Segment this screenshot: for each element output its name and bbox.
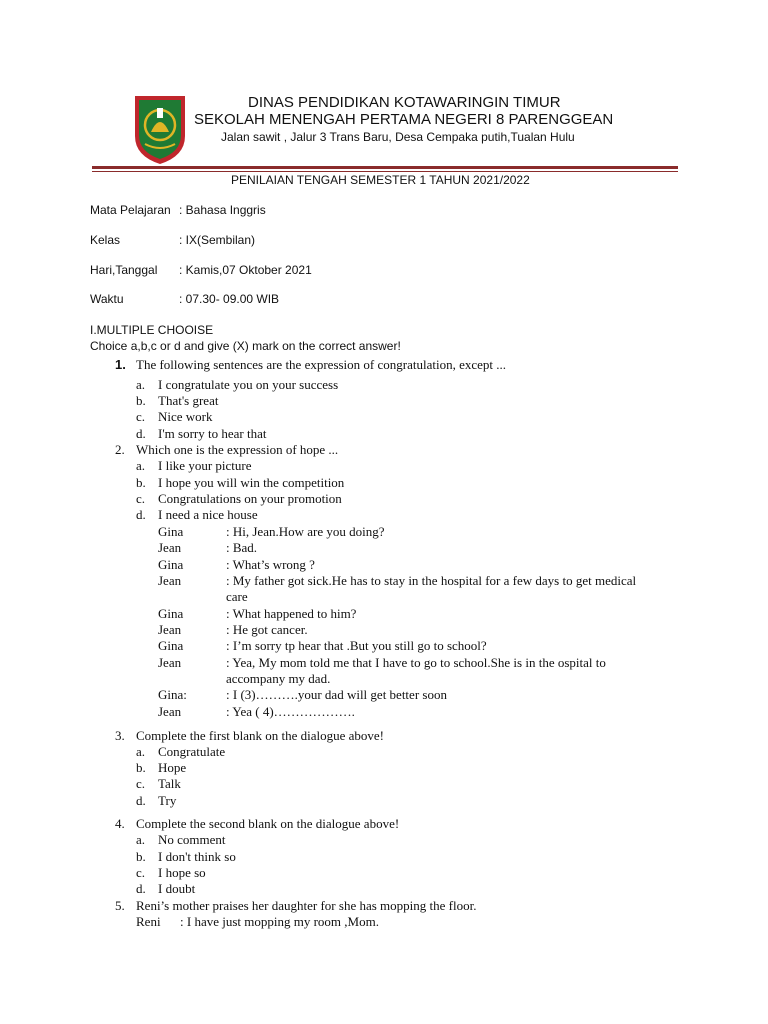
option-letter: c.: [136, 409, 146, 424]
dialogue-speaker: Gina:: [158, 687, 187, 702]
option-text: Nice work: [158, 409, 213, 424]
dialogue-line: : Bad.: [226, 540, 258, 555]
exam-title: PENILAIAN TENGAH SEMESTER 1 TAHUN 2021/2022: [231, 173, 530, 187]
dialogue-line: : I have just mopping my room ,Mom.: [180, 914, 379, 929]
question-text: Complete the first blank on the dialogue above!: [136, 728, 385, 743]
option-text: Congratulations on your promotion: [158, 491, 342, 506]
header-rule-thin: [92, 171, 678, 172]
option-letter: b.: [136, 475, 146, 490]
section-heading: I.MULTIPLE CHOOISE: [90, 323, 214, 337]
option-text: I hope you will win the competition: [158, 475, 345, 490]
question-number: 4.: [115, 816, 125, 831]
option-letter: b.: [136, 760, 146, 775]
meta-label: Hari,Tanggal: [90, 263, 158, 277]
option-letter: a.: [136, 377, 146, 392]
question-number: 1.: [115, 357, 126, 372]
header-school-name: SEKOLAH MENENGAH PERTAMA NEGERI 8 PARENGGEAN: [194, 111, 614, 128]
dialogue-speaker: Jean: [158, 540, 182, 555]
dialogue-speaker: Jean: [158, 573, 182, 588]
dialogue-line: : Yea ( 4)……………….: [226, 704, 355, 719]
option-letter: d.: [136, 426, 146, 441]
option-text: I congratulate you on your success: [158, 377, 339, 392]
section-instruction: Choice a,b,c or d and give (X) mark on the correct answer!: [90, 339, 401, 353]
meta-value: : IX(Sembilan): [179, 233, 256, 247]
option-letter: b.: [136, 393, 146, 408]
dialogue-line: : I’m sorry tp hear that .But you still go to school?: [226, 638, 487, 653]
option-text: I don't think so: [158, 849, 236, 864]
option-text: I doubt: [158, 881, 196, 896]
dialogue-line-continued: accompany my dad.: [226, 671, 331, 686]
dialogue-speaker: Gina: [158, 638, 184, 653]
header-agency: DINAS PENDIDIKAN KOTAWARINGIN TIMUR: [248, 94, 561, 111]
option-letter: c.: [136, 776, 146, 791]
option-letter: a.: [136, 744, 146, 759]
dialogue-line: : Hi, Jean.How are you doing?: [226, 524, 385, 539]
option-text: Hope: [158, 760, 187, 775]
dialogue-line: : What’s wrong ?: [226, 557, 315, 572]
question-text: Reni’s mother praises her daughter for she has mopping the floor.: [136, 898, 477, 913]
option-text: I hope so: [158, 865, 206, 880]
dialogue-line: : My father got sick.He has to stay in the hospital for a few days to get medical: [226, 573, 637, 588]
dialogue-speaker: Jean: [158, 622, 182, 637]
school-logo: [131, 92, 189, 166]
option-text: Congratulate: [158, 744, 226, 759]
dialogue-speaker: Gina: [158, 524, 184, 539]
dialogue-speaker: Gina: [158, 606, 184, 621]
option-letter: a.: [136, 832, 146, 847]
option-text: I'm sorry to hear that: [158, 426, 267, 441]
option-letter: b.: [136, 849, 146, 864]
question-number: 5.: [115, 898, 125, 913]
meta-value: : Kamis,07 Oktober 2021: [179, 263, 312, 277]
meta-label: Mata Pelajaran: [90, 203, 171, 217]
meta-label: Waktu: [90, 292, 124, 306]
dialogue-speaker: Reni: [136, 914, 161, 929]
question-text: Complete the second blank on the dialogue above!: [136, 816, 400, 831]
option-letter: d.: [136, 881, 146, 896]
meta-label: Kelas: [90, 233, 121, 247]
meta-value: : 07.30- 09.00 WIB: [179, 292, 280, 306]
question-text: The following sentences are the expression of congratulation, except ...: [136, 357, 507, 372]
meta-value: : Bahasa Inggris: [179, 203, 266, 217]
option-letter: d.: [136, 507, 146, 522]
dialogue-line-continued: care: [226, 589, 248, 604]
dialogue-line: : He got cancer.: [226, 622, 308, 637]
option-text: Try: [158, 793, 177, 808]
dialogue-speaker: Jean: [158, 655, 182, 670]
option-letter: c.: [136, 491, 146, 506]
dialogue-line: : I (3)……….your dad will get better soon: [226, 687, 447, 702]
dialogue-speaker: Jean: [158, 704, 182, 719]
dialogue-speaker: Gina: [158, 557, 184, 572]
option-letter: d.: [136, 793, 146, 808]
question-number: 2.: [115, 442, 125, 457]
option-text: I need a nice house: [158, 507, 258, 522]
option-text: Talk: [158, 776, 181, 791]
option-letter: c.: [136, 865, 146, 880]
option-letter: a.: [136, 458, 146, 473]
header-address: Jalan sawit , Jalur 3 Trans Baru, Desa Cempaka putih,Tualan Hulu: [221, 130, 575, 144]
question-number: 3.: [115, 728, 125, 743]
dialogue-line: : What happened to him?: [226, 606, 357, 621]
dialogue-line: : Yea, My mom told me that I have to go to school.She is in the ospital to: [226, 655, 606, 670]
option-text: No comment: [158, 832, 226, 847]
question-text: Which one is the expression of hope ...: [136, 442, 339, 457]
option-text: I like your picture: [158, 458, 252, 473]
header-rule-thick: [92, 166, 678, 169]
option-text: That's great: [158, 393, 219, 408]
